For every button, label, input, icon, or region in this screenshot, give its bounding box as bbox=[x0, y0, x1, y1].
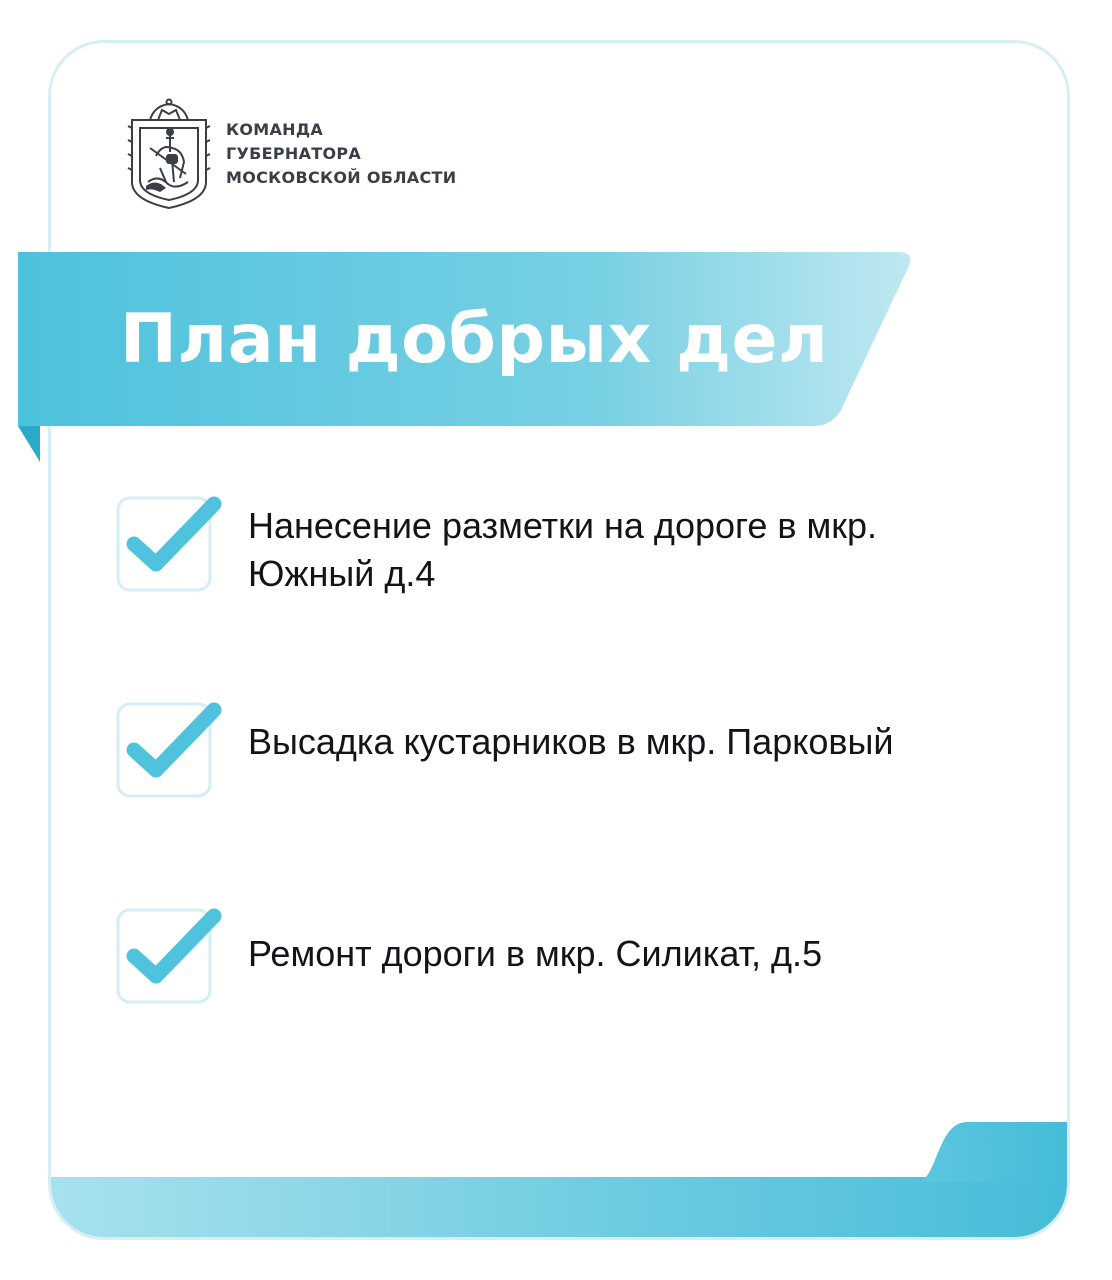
checkmark-icon bbox=[114, 494, 228, 598]
list-item bbox=[114, 700, 1008, 804]
list-item-text: Высадка кустарников в мкр. Парковый bbox=[248, 721, 894, 762]
bottom-tab-shape bbox=[917, 1122, 1067, 1182]
list-item-text: Нанесение разметки на дороге в мкр. Южный д.4 bbox=[248, 505, 878, 594]
checkmark-icon bbox=[114, 906, 228, 1010]
logo-line: ГУБЕРНАТОРА bbox=[226, 144, 362, 163]
checkmark-icon bbox=[114, 700, 228, 804]
logo-line: МОСКОВСКОЙ ОБЛАСТИ bbox=[226, 168, 457, 187]
bottom-band bbox=[51, 1177, 1067, 1237]
list-item bbox=[114, 494, 1008, 598]
card bbox=[48, 40, 1070, 1240]
logo-line: КОМАНДА bbox=[226, 120, 324, 139]
logo bbox=[126, 98, 456, 210]
list-item bbox=[114, 906, 1008, 1010]
coat-of-arms-icon bbox=[126, 98, 212, 210]
page-title: План добрых дел bbox=[120, 300, 829, 379]
logo-text bbox=[226, 118, 456, 190]
list-item-text: Ремонт дороги в мкр. Силикат, д.5 bbox=[248, 933, 823, 974]
